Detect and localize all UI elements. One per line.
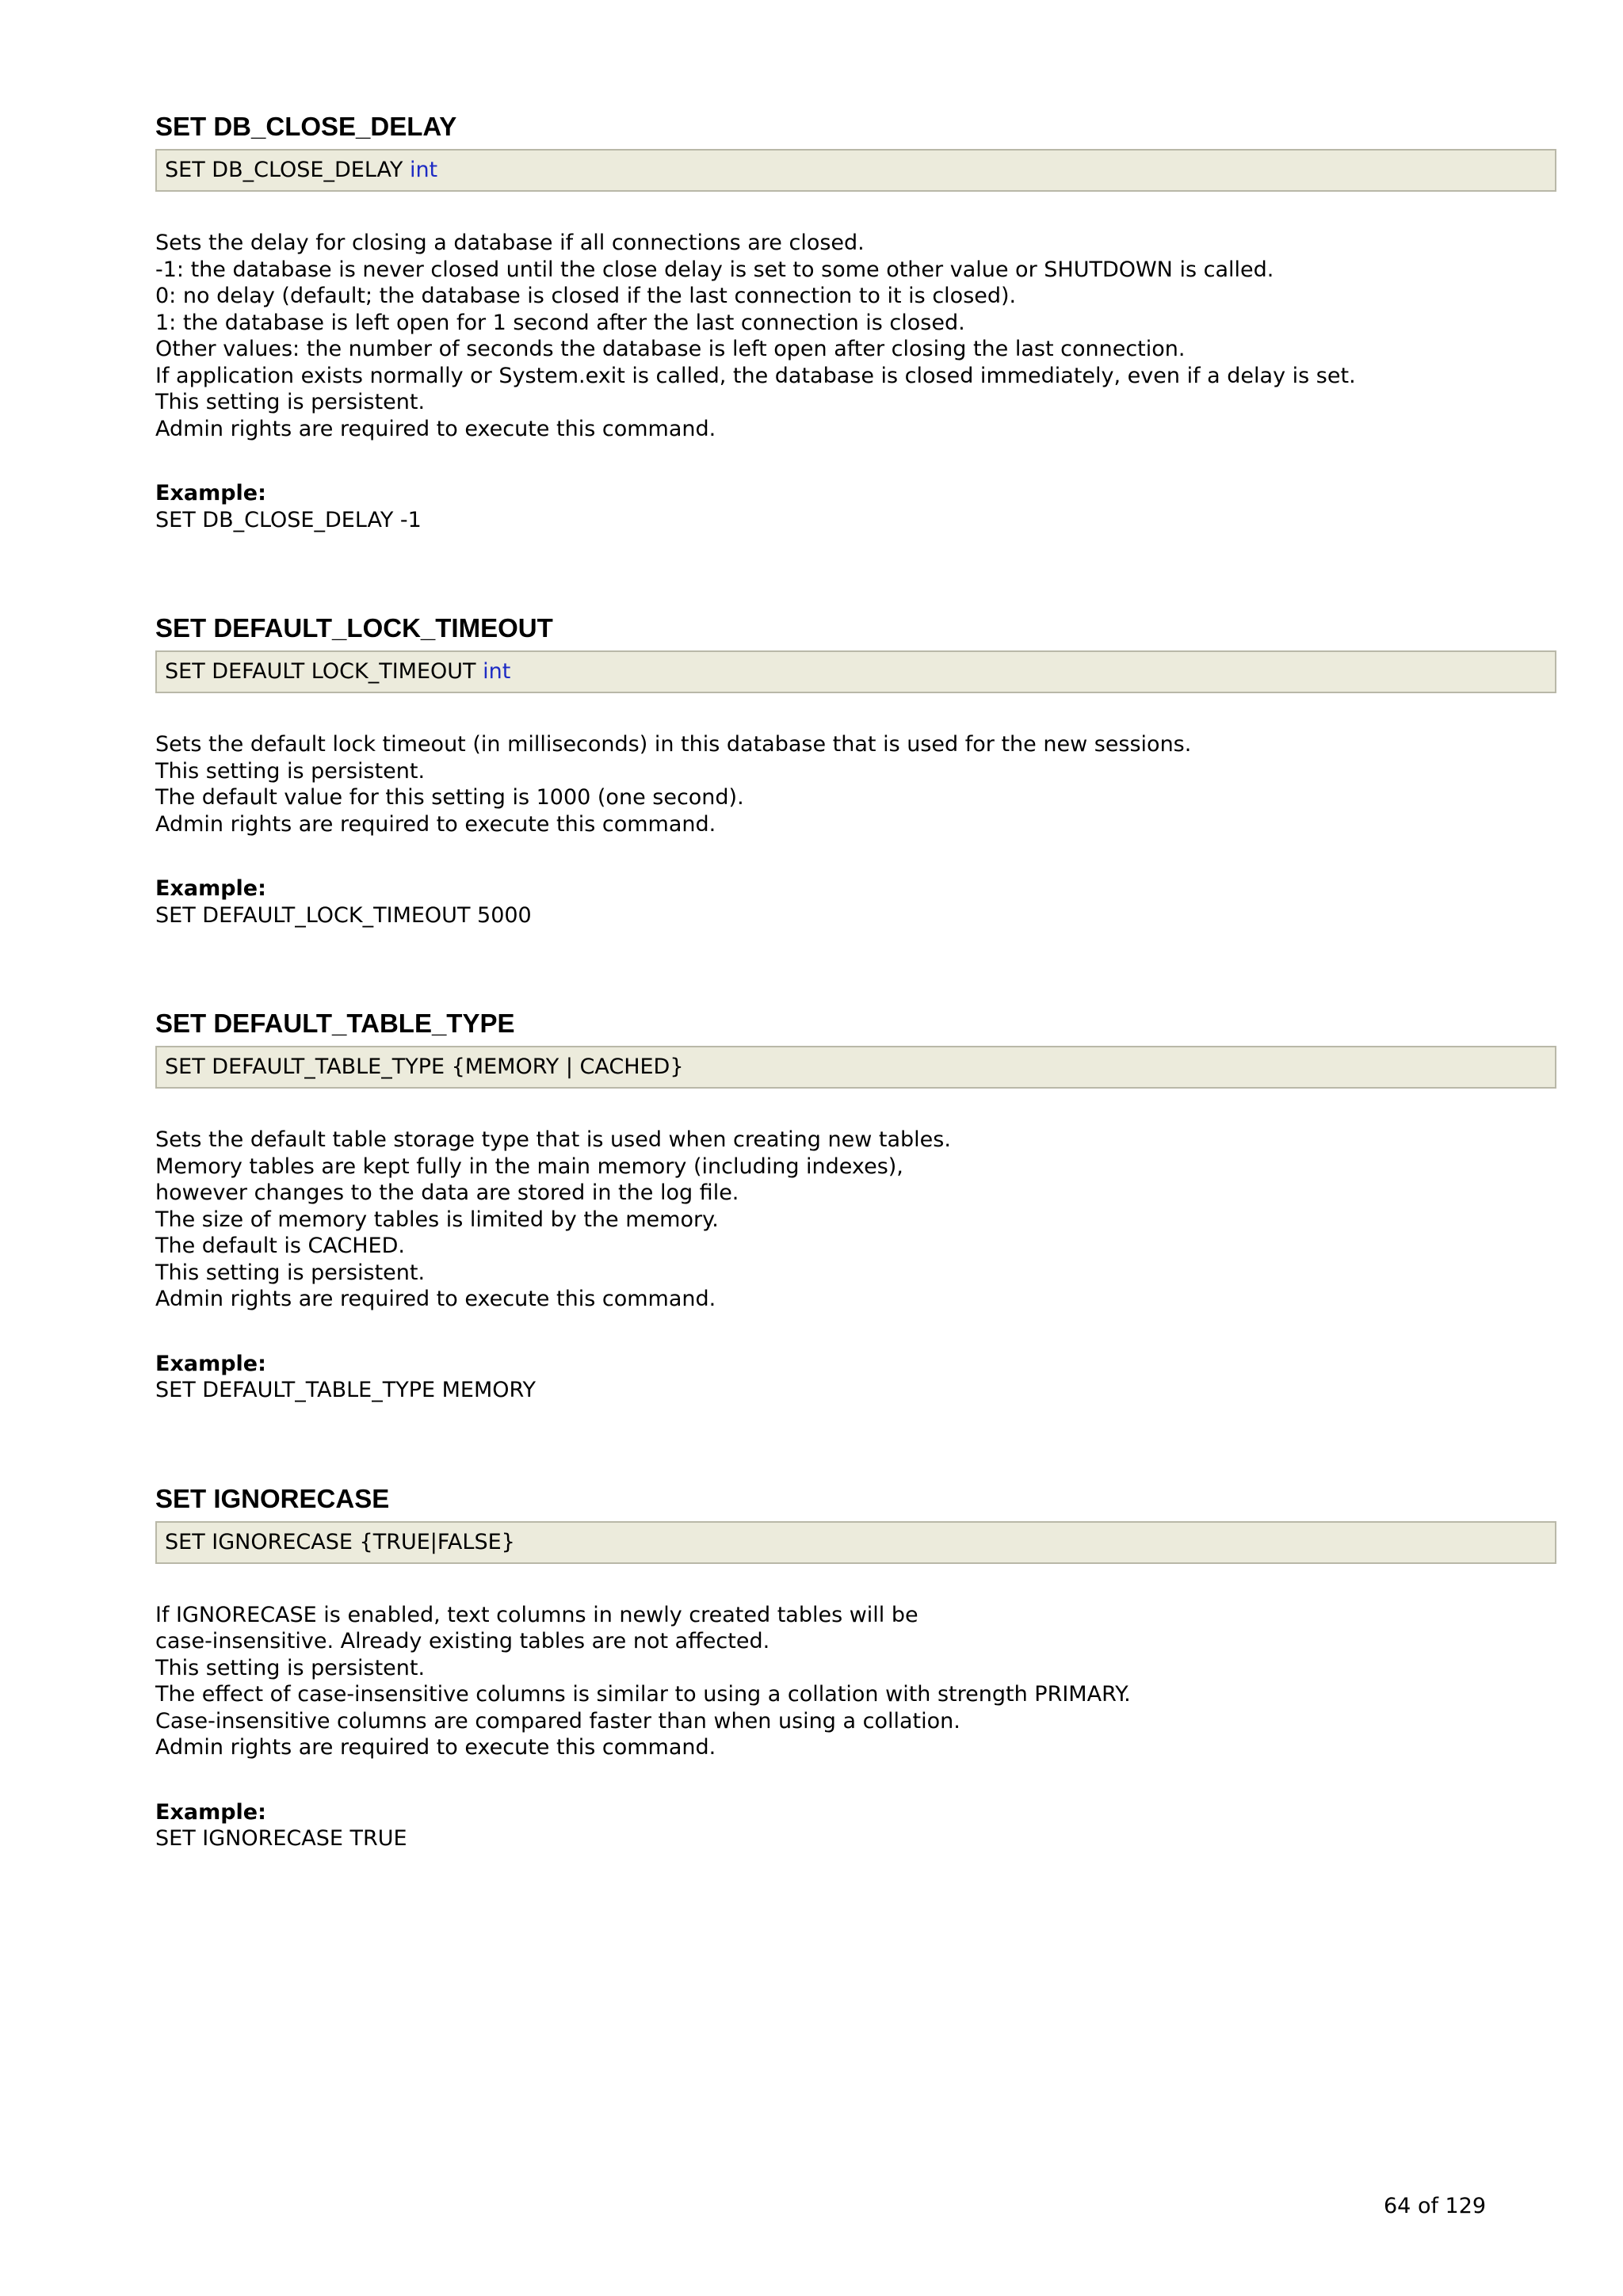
syntax-text: SET IGNORECASE {TRUE|FALSE} bbox=[165, 1529, 515, 1554]
description-line: Admin rights are required to execute this command. bbox=[155, 811, 716, 837]
description-line: This setting is persistent. bbox=[155, 1655, 426, 1680]
example-label: Example: bbox=[155, 876, 266, 901]
document-content bbox=[155, 111, 1556, 1932]
description-line: Other values: the number of seconds the database is left open after closing the last connection. bbox=[155, 337, 1186, 361]
description-line: The effect of case-insensitive columns is similar to using a collation with strength PRIMARY. bbox=[155, 1682, 1131, 1707]
syntax-text: SET DEFAULT LOCK_TIMEOUT bbox=[165, 659, 483, 684]
example-code: SET DEFAULT_LOCK_TIMEOUT 5000 bbox=[155, 902, 532, 928]
example-code: SET DB_CLOSE_DELAY -1 bbox=[155, 507, 422, 532]
section-db-close-delay bbox=[155, 111, 1556, 533]
section-ignorecase bbox=[155, 1483, 1556, 1852]
syntax-box bbox=[155, 650, 1556, 693]
example-code: SET DEFAULT_TABLE_TYPE MEMORY bbox=[155, 1378, 537, 1402]
section-title: SET DEFAULT_LOCK_TIMEOUT bbox=[155, 613, 553, 643]
description-line: Sets the delay for closing a database if all connections are closed. bbox=[155, 231, 865, 255]
description-line: Sets the default lock timeout (in milliseconds) in this database that is used for the new sessions. bbox=[155, 732, 1192, 757]
section-default-lock-timeout bbox=[155, 612, 1556, 929]
section-description bbox=[155, 230, 1556, 442]
description-line: Sets the default table storage type that is used when creating new tables. bbox=[155, 1127, 951, 1152]
syntax-text: SET DB_CLOSE_DELAY bbox=[165, 158, 410, 182]
section-description bbox=[155, 1602, 1556, 1761]
description-line: This setting is persistent. bbox=[155, 758, 426, 784]
description-line: -1: the database is never closed until the close delay is set to some other value or SHUTDOWN is called. bbox=[155, 257, 1274, 282]
description-line: If IGNORECASE is enabled, text columns in newly created tables will be bbox=[155, 1602, 918, 1627]
description-line: Admin rights are required to execute this command. bbox=[155, 1287, 716, 1311]
syntax-text: SET DEFAULT_TABLE_TYPE {MEMORY | CACHED} bbox=[165, 1055, 684, 1079]
section-title: SET DEFAULT_TABLE_TYPE bbox=[155, 1009, 515, 1038]
description-line: Admin rights are required to execute this command. bbox=[155, 416, 716, 441]
description-line: This setting is persistent. bbox=[155, 1260, 426, 1285]
syntax-box bbox=[155, 1521, 1556, 1564]
example-label: Example: bbox=[155, 1799, 266, 1825]
example-label: Example: bbox=[155, 1351, 266, 1376]
description-line: 1: the database is left open for 1 second after the last connection is closed. bbox=[155, 310, 965, 335]
description-line: Memory tables are kept fully in the main memory (including indexes), bbox=[155, 1154, 903, 1179]
example-code: SET IGNORECASE TRUE bbox=[155, 1826, 407, 1851]
page-number: 64 of 129 bbox=[1384, 2194, 1487, 2218]
description-line: however changes to the data are stored in the log file. bbox=[155, 1180, 739, 1205]
description-line: 0: no delay (default; the database is closed if the last connection to it is closed). bbox=[155, 284, 1017, 308]
description-line: This setting is persistent. bbox=[155, 390, 426, 414]
description-line: The size of memory tables is limited by the memory. bbox=[155, 1207, 719, 1232]
syntax-param: int bbox=[483, 659, 511, 684]
description-line: Admin rights are required to execute this command. bbox=[155, 1735, 716, 1760]
description-line: Case-insensitive columns are compared faster than when using a collation. bbox=[155, 1708, 960, 1733]
section-title: SET IGNORECASE bbox=[155, 1483, 390, 1513]
description-line: The default is CACHED. bbox=[155, 1234, 405, 1258]
section-description bbox=[155, 1127, 1556, 1313]
syntax-param: int bbox=[409, 158, 438, 182]
section-default-table-type bbox=[155, 1008, 1556, 1404]
section-title: SET DB_CLOSE_DELAY bbox=[155, 112, 457, 141]
example-label: Example: bbox=[155, 481, 266, 505]
syntax-box bbox=[155, 149, 1556, 192]
syntax-box bbox=[155, 1046, 1556, 1089]
section-description bbox=[155, 731, 1556, 837]
description-line: The default value for this setting is 1000 (one second). bbox=[155, 785, 744, 810]
description-line: If application exists normally or System.exit is called, the database is closed immediately, even if a delay is set. bbox=[155, 363, 1356, 388]
description-line: case-insensitive. Already existing tables are not affected. bbox=[155, 1629, 770, 1653]
